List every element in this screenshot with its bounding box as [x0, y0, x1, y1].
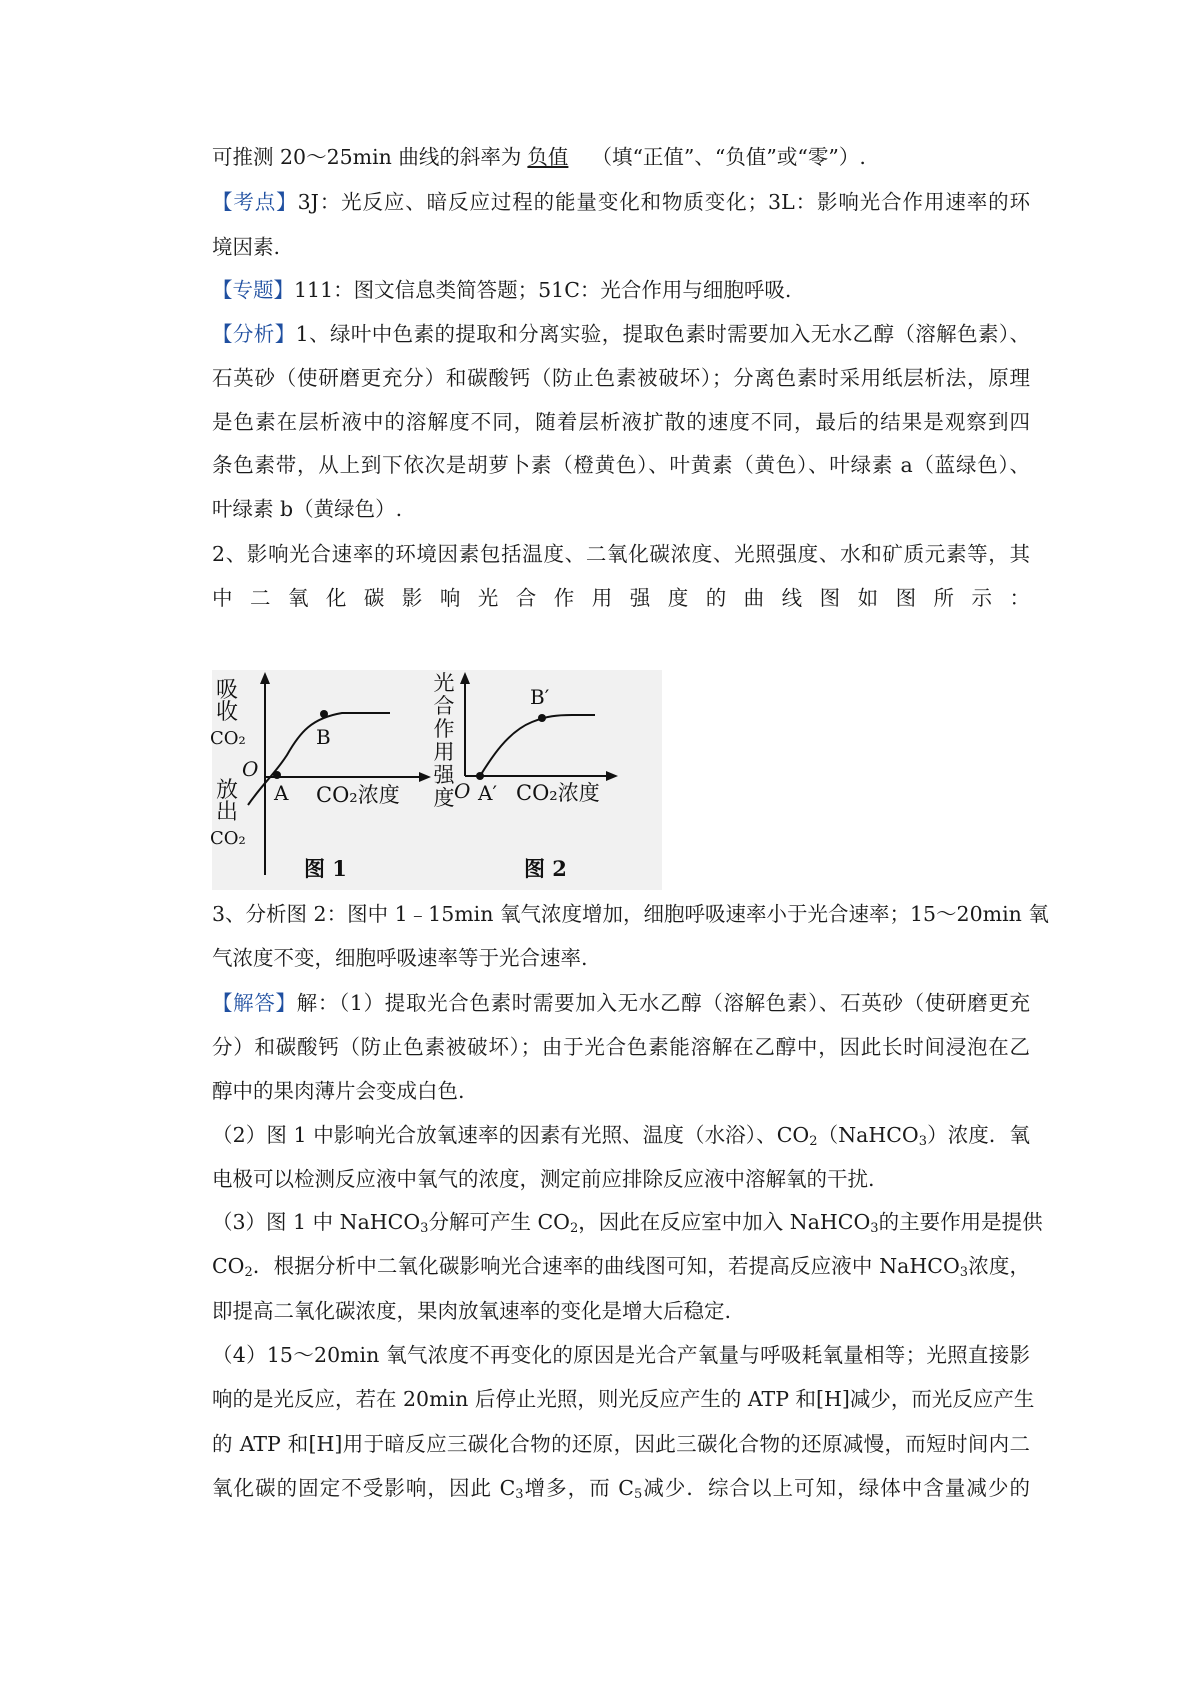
- fig1-y-top-label: 吸收: [216, 678, 239, 725]
- text: ）浓度．氧: [927, 1123, 1031, 1147]
- text: （3）图 1 中 NaHCO: [212, 1210, 421, 1234]
- fig1-point-a-label: A: [274, 781, 289, 805]
- subscript: 2: [244, 1265, 253, 1280]
- text: （NaHCO: [817, 1123, 919, 1147]
- text: 中二氧化碳影响光合作用强度的曲线图如图所示：: [212, 586, 1030, 610]
- fig2-x-label: CO₂浓度: [516, 781, 600, 805]
- text: 分）和碳酸钙（防止色素被破坏）；由于光合色素能溶解在乙醇中，因此长时间浸泡在乙: [212, 1035, 1030, 1059]
- text: 电极可以检测反应液中氧气的浓度，测定前应排除反应液中溶解氧的干扰.: [212, 1167, 875, 1191]
- text: 1、绿叶中色素的提取和分离实验，提取色素时需要加入无水乙醇（溶解色素）、: [295, 322, 1031, 346]
- text: 气浓度不变，细胞呼吸速率等于光合速率.: [212, 946, 588, 970]
- text: 条色素带，从上到下依次是胡萝卜素（橙黄色）、叶黄素（黄色）、叶绿素 a（蓝绿色）、: [212, 453, 1030, 477]
- subscript: 3: [870, 1221, 879, 1236]
- subscript: 3: [420, 1221, 429, 1236]
- fig1-y-arrow: [260, 672, 270, 684]
- text: CO: [212, 1254, 245, 1278]
- text-line: [212, 233, 1030, 261]
- text: 的 ATP 和[H]用于暗反应三碳化合物的还原，因此三碳化合物的还原减慢，而短时间内二: [212, 1432, 1030, 1456]
- fig1-origin: O: [242, 757, 259, 781]
- text-line: [212, 451, 1030, 479]
- subscript: 5: [634, 1487, 643, 1502]
- text-line: [212, 495, 1030, 523]
- text-line: [212, 1474, 1030, 1502]
- text: 叶绿素 b（黄绿色）.: [212, 497, 403, 521]
- text: 增多，而 C: [523, 1476, 634, 1500]
- fig2-point-a-label: A′: [478, 781, 497, 805]
- text-line: [212, 1033, 1030, 1061]
- text: 解：（1）提取光合色素时需要加入无水乙醇（溶解色素）、石英砂（使研磨更充: [296, 991, 1031, 1015]
- text: 分解可产生 CO: [428, 1210, 570, 1234]
- text: 境因素.: [212, 235, 281, 259]
- text: （2）图 1 中影响光合放氧速率的因素有光照、温度（水浴）、CO: [212, 1123, 810, 1147]
- fig1-point-b-label: B: [316, 725, 331, 749]
- text-line: [212, 944, 1030, 972]
- fig1-caption: 图 1: [304, 856, 347, 881]
- text: 3、分析图 2：图中 1﹣15min 氧气浓度增加，细胞呼吸速率小于光合速率；15～20min 氧: [212, 902, 1049, 926]
- text-line: [212, 364, 1030, 392]
- fig2-origin: O: [454, 779, 471, 803]
- fig2-point-b-label: B′: [530, 685, 550, 709]
- fig2-caption: 图 2: [524, 856, 567, 881]
- subscript: 3: [918, 1134, 928, 1149]
- subscript: 2: [569, 1221, 579, 1236]
- fig1-x-arrow: [419, 772, 431, 782]
- text: 的主要作用是提供: [878, 1210, 1043, 1234]
- fig1-x-label: CO₂浓度: [316, 783, 400, 807]
- text-line: [212, 320, 1030, 348]
- text-line: [212, 188, 1030, 216]
- fig2-x-arrow: [606, 771, 618, 781]
- text-line: [212, 1430, 1030, 1458]
- text: 醇中的果肉薄片会变成白色.: [212, 1079, 465, 1103]
- fig2-y-arrow: [460, 672, 470, 684]
- fig1-y-bottom-co2: CO₂: [210, 828, 246, 849]
- fig2-point-a: [476, 772, 484, 780]
- text: （4）15～20min 氧气浓度不再变化的原因是光合产氧量与呼吸耗氧量相等；光照直接影: [212, 1343, 1030, 1367]
- text-line: [212, 989, 1030, 1017]
- text-line: [212, 1121, 1030, 1149]
- text-line: [212, 1252, 1030, 1280]
- subscript: 3: [515, 1487, 524, 1502]
- fig1-point-a: [273, 771, 281, 779]
- text-line: [212, 408, 1030, 436]
- zhuanti-tag: 【专题】: [212, 278, 294, 302]
- text: 2、影响光合速率的环境因素包括温度、二氧化碳浓度、光照强度、水和矿质元素等，其: [212, 542, 1030, 566]
- text: 石英砂（使研磨更充分）和碳酸钙（防止色素被破坏）；分离色素时采用纸层析法，原理: [212, 366, 1030, 390]
- kaodian-tag: 【考点】: [212, 190, 298, 214]
- text: 响的是光反应，若在 20min 后停止光照，则光反应产生的 ATP 和[H]减少，而光反应产生: [212, 1387, 1035, 1411]
- fig1-point-b: [320, 710, 328, 718]
- text-line: [212, 1077, 1030, 1105]
- fig2-point-b: [538, 714, 546, 722]
- text-line: [212, 276, 1030, 304]
- text: 氧化碳的固定不受影响，因此 C: [212, 1476, 516, 1500]
- text: ，因此在反应室中加入 NaHCO: [578, 1210, 871, 1234]
- text: 减少．综合以上可知，绿体中含量减少的: [642, 1476, 1031, 1500]
- text: 即提高二氧化碳浓度，果肉放氧速率的变化是增大后稳定.: [212, 1299, 732, 1323]
- text-line: [212, 584, 1030, 612]
- text-line: [212, 900, 1049, 928]
- text-line: [212, 1208, 1043, 1236]
- text: 111：图文信息类简答题；51C：光合作用与细胞呼吸.: [294, 278, 792, 302]
- figure: [212, 670, 662, 890]
- text-line: [212, 1385, 1035, 1413]
- fig1-y-top-co2: CO₂: [210, 728, 246, 749]
- text: 3J：光反应、暗反应过程的能量变化和物质变化；3L：影响光合作用速率的环: [297, 190, 1031, 214]
- fig2-y-label: 光合作用强度: [433, 671, 455, 810]
- fig1-y-bottom-label: 放出: [216, 778, 239, 825]
- fenxi-tag: 【分析】: [212, 322, 296, 346]
- answer-blank: 负值: [527, 145, 569, 169]
- jieda-tag: 【解答】: [212, 991, 297, 1015]
- text: 是色素在层析液中的溶解度不同，随着层析液扩散的速度不同，最后的结果是观察到四: [212, 410, 1030, 434]
- text: （填“正值”、“负值”或“零”）.: [591, 145, 866, 169]
- subscript: 2: [809, 1134, 818, 1149]
- text: ．根据分析中二氧化碳影响光合速率的曲线图可知，若提高反应液中 NaHCO: [252, 1254, 960, 1278]
- fig2-curve: [480, 715, 595, 776]
- subscript: 3: [959, 1265, 969, 1280]
- text-line: [212, 1341, 1030, 1369]
- text: 浓度，: [968, 1254, 1031, 1278]
- text: 可推测 20～25min 曲线的斜率为: [212, 145, 522, 169]
- text-line: [212, 540, 1030, 568]
- text-line: [212, 1165, 1030, 1193]
- text-line: [212, 143, 1030, 171]
- text-line: [212, 1297, 1030, 1325]
